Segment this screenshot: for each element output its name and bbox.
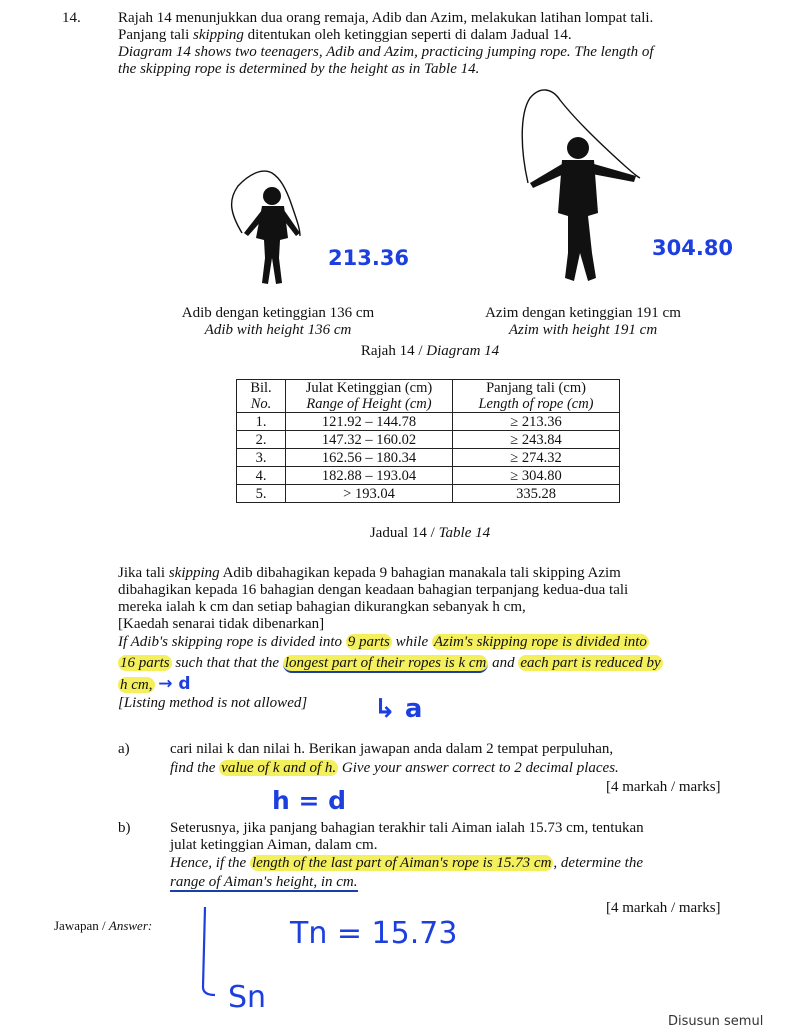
table-row: 1. 121.92 – 144.78 ≥ 213.36 [237,413,620,431]
problem-en-line-4: [Listing method is not allowed] [118,695,308,711]
handwritten-azim-rope: 304.80 [652,236,734,260]
problem-statement [118,565,758,712]
azim-silhouette-icon [522,90,640,281]
adib-silhouette-icon [232,171,300,284]
intro-en-line-2: the skipping rope is determined by the height as in Table 14. [118,61,480,77]
handwritten-h-eq-d: h = d [272,786,347,815]
part-b-marks: [4 markah / marks] [606,900,721,916]
question-number: 14. [62,10,81,26]
answer-label: Jawapan / Answer: [54,918,153,933]
table-header-length: Panjang tali (cm) Length of rope (cm) [453,380,620,413]
adib-caption: Adib dengan ketinggian 136 cm Adib with height 136 cm [181,305,375,338]
problem-ms-line-1: Jika tali skipping Adib dibahagikan kepada 9 bahagian manakala tali skipping Azim [118,565,621,581]
handwritten-adib-rope: 213.36 [328,246,410,270]
rope-length-table [236,379,620,503]
handwritten-d-note: → d [158,674,191,694]
jump-rope-diagram [200,88,720,303]
handwritten-a-note: ↳ a [374,694,423,724]
table-header-row [237,380,620,413]
problem-en-line-1: If Adib's skipping rope is divided into 9 parts while Azim's skipping rope is divided into [118,634,647,650]
part-a-marks: [4 markah / marks] [606,779,721,795]
part-b-text: Seterusnya, jika panjang bahagian terakhir tali Aiman ialah 15.73 cm, tentukan julat ketinggian Aiman, dalam cm. Hence, if the length of the last part of Aiman's rope is 15.73 cm , determine the range of Aiman's height, in cm. [170,820,644,890]
table-header-no: Bil. No. [237,380,286,413]
part-a-text: cari nilai k dan nilai h. Berikan jawapan anda dalam 2 tempat perpuluhan, find the value of k and of h. Give your answer correct to 2 decimal places. [170,741,619,776]
intro-ms-line-1: Rajah 14 menunjukkan dua orang remaja, Adib dan Azim, melakukan latihan lompat tali. [118,10,654,26]
handwritten-sn: Sn [228,980,267,1015]
intro-text [118,10,758,78]
intro-ms-line-2: Panjang tali skipping ditentukan oleh ketinggian seperti di dalam Jadual 14. [118,27,572,43]
diagram-caption: Rajah 14 / Diagram 14 [360,343,500,359]
problem-ms-line-2: dibahagikan kepada 16 bahagian dengan keadaan bahagian terpanjang kedua-dua tali [118,582,629,598]
footer-text: Disusun semul [668,1014,764,1029]
table-header-range: Julat Ketinggian (cm) Range of Height (cm) [286,380,453,413]
problem-en-line-2: 16 parts such that that the longest part of their ropes is k cm and each part is reduced by [120,655,661,671]
azim-caption: Azim dengan ketinggian 191 cm Azim with height 191 cm [485,305,681,338]
part-a-label: a) [118,741,130,757]
intro-en-line-1: Diagram 14 shows two teenagers, Adib and Azim, practicing jumping rope. The length of [118,44,654,60]
table-row: 2. 147.32 – 160.02 ≥ 243.84 [237,431,620,449]
problem-ms-line-4: [Kaedah senarai tidak dibenarkan] [118,616,325,632]
table-row: 3. 162.56 – 180.34 ≥ 274.32 [237,449,620,467]
table-row: 5. > 193.04 335.28 [237,485,620,503]
problem-ms-line-3: mereka ialah k cm dan setiap bahagian dikurangkan sebanyak h cm, [118,599,526,615]
part-b-label: b) [118,820,131,836]
handwritten-tn: Tn = 15.73 [290,916,458,951]
problem-en-line-3: h cm, → d [120,674,191,694]
table-caption: Jadual 14 / Table 14 [369,525,491,541]
table-row: 4. 182.88 – 193.04 ≥ 304.80 [237,467,620,485]
